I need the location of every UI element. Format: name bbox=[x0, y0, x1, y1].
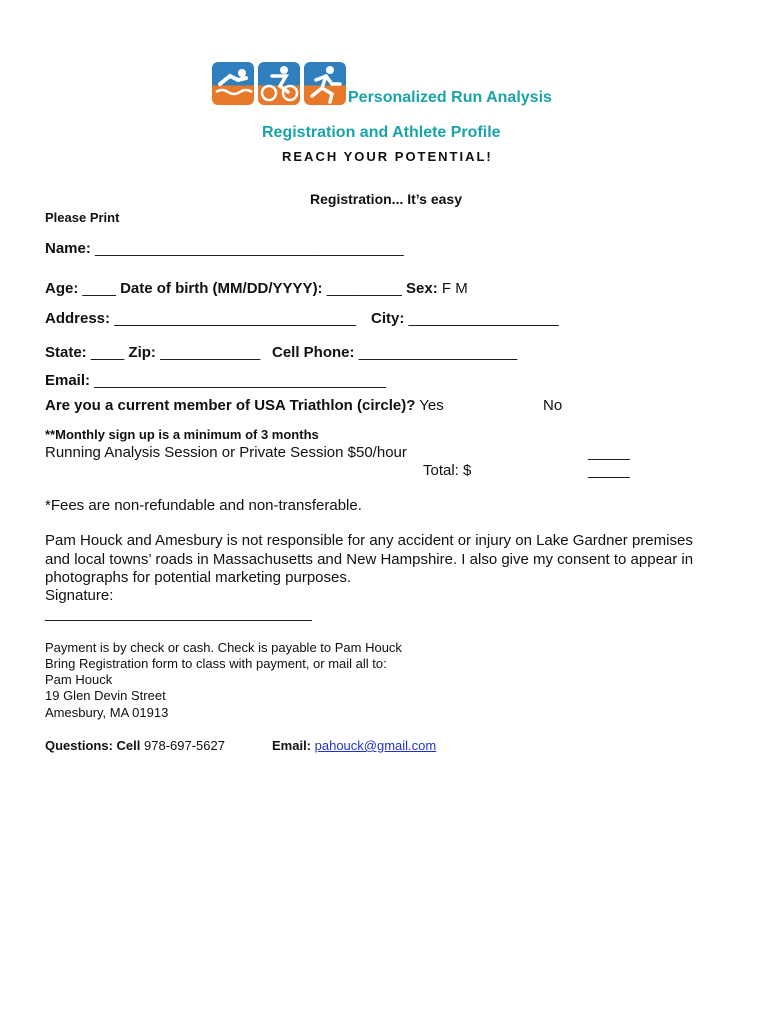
questions-label: Questions: Cell bbox=[45, 738, 141, 753]
dob-label: Date of birth (MM/DD/YYYY): bbox=[120, 280, 323, 297]
usat-question: Are you a current member of USA Triathlon (circle)? bbox=[45, 397, 416, 414]
bike-icon bbox=[258, 62, 300, 105]
name-row bbox=[45, 240, 404, 257]
email-row bbox=[45, 372, 386, 389]
total-field[interactable]: _____ bbox=[588, 462, 630, 479]
dob-field[interactable]: _________ bbox=[326, 280, 402, 297]
phone-row bbox=[272, 344, 517, 361]
usat-yes-option[interactable]: Yes bbox=[419, 397, 444, 414]
usat-row bbox=[45, 397, 444, 414]
signature-field[interactable]: ________________________________ bbox=[45, 605, 312, 622]
payment-line-4: 19 Glen Devin Street bbox=[45, 688, 166, 703]
contact-phone: 978-697-5627 bbox=[143, 738, 225, 753]
page-title: Registration and Athlete Profile bbox=[262, 124, 501, 141]
please-print-label: Please Print bbox=[45, 210, 120, 225]
city-label: City: bbox=[371, 310, 405, 327]
email-field[interactable]: ___________________________________ bbox=[94, 372, 387, 389]
age-label: Age: bbox=[45, 280, 79, 297]
age-field[interactable]: ____ bbox=[82, 280, 116, 297]
logo bbox=[212, 62, 346, 105]
waiver-line-3: photographs for potential marketing purposes. bbox=[45, 569, 352, 586]
email-label: Email: bbox=[45, 372, 91, 389]
questions-row bbox=[45, 738, 225, 753]
sex-options[interactable]: F M bbox=[441, 280, 468, 297]
name-field[interactable]: _____________________________________ bbox=[95, 240, 404, 257]
address-field[interactable]: _____________________________ bbox=[114, 310, 357, 327]
brand-name: Personalized Run Analysis bbox=[348, 89, 552, 106]
signature-label: Signature: bbox=[45, 587, 114, 604]
waiver-line-1: Pam Houck and Amesbury is not responsible for any accident or injury on Lake Gardner premises bbox=[45, 532, 693, 549]
address-label: Address: bbox=[45, 310, 111, 327]
swim-icon bbox=[212, 62, 254, 105]
sex-label: Sex: bbox=[406, 280, 438, 297]
city-field[interactable]: __________________ bbox=[408, 310, 559, 327]
payment-line-3: Pam Houck bbox=[45, 672, 113, 687]
name-label: Name: bbox=[45, 240, 91, 257]
session-field[interactable]: _____ bbox=[588, 444, 630, 461]
city-row bbox=[371, 310, 559, 327]
phone-field[interactable]: ___________________ bbox=[358, 344, 518, 361]
payment-line-1: Payment is by check or cash. Check is payable to Pam Houck bbox=[45, 640, 402, 655]
zip-field[interactable]: ____________ bbox=[160, 344, 261, 361]
address-row bbox=[45, 310, 356, 327]
subtitle: Registration... It’s easy bbox=[310, 191, 462, 207]
state-field[interactable]: ____ bbox=[90, 344, 125, 361]
session-line: Running Analysis Session or Private Session $50/hour bbox=[45, 444, 407, 461]
payment-line-5: Amesbury, MA 01913 bbox=[45, 705, 169, 720]
state-label: State: bbox=[45, 344, 87, 361]
waiver-line-2: and local towns’ roads in Massachusetts and New Hampshire. I also give my consent to appear in bbox=[45, 551, 694, 568]
usat-no-option[interactable]: No bbox=[543, 397, 563, 414]
age-dob-sex-row bbox=[45, 280, 468, 297]
payment-line-2: Bring Registration form to class with payment, or mail all to: bbox=[45, 656, 387, 671]
contact-email-row bbox=[272, 738, 436, 753]
state-zip-row bbox=[45, 344, 260, 361]
zip-label: Zip: bbox=[128, 344, 156, 361]
monthly-note: **Monthly sign up is a minimum of 3 months bbox=[45, 427, 319, 442]
phone-label: Cell Phone: bbox=[272, 344, 355, 361]
contact-email-label: Email: bbox=[272, 738, 312, 753]
contact-email-link[interactable]: pahouck@gmail.com bbox=[314, 738, 437, 753]
refund-note: *Fees are non-refundable and non-transferable. bbox=[45, 497, 362, 514]
tagline: REACH YOUR POTENTIAL! bbox=[282, 149, 493, 164]
run-icon bbox=[304, 62, 346, 105]
total-label: Total: $ bbox=[423, 462, 472, 479]
